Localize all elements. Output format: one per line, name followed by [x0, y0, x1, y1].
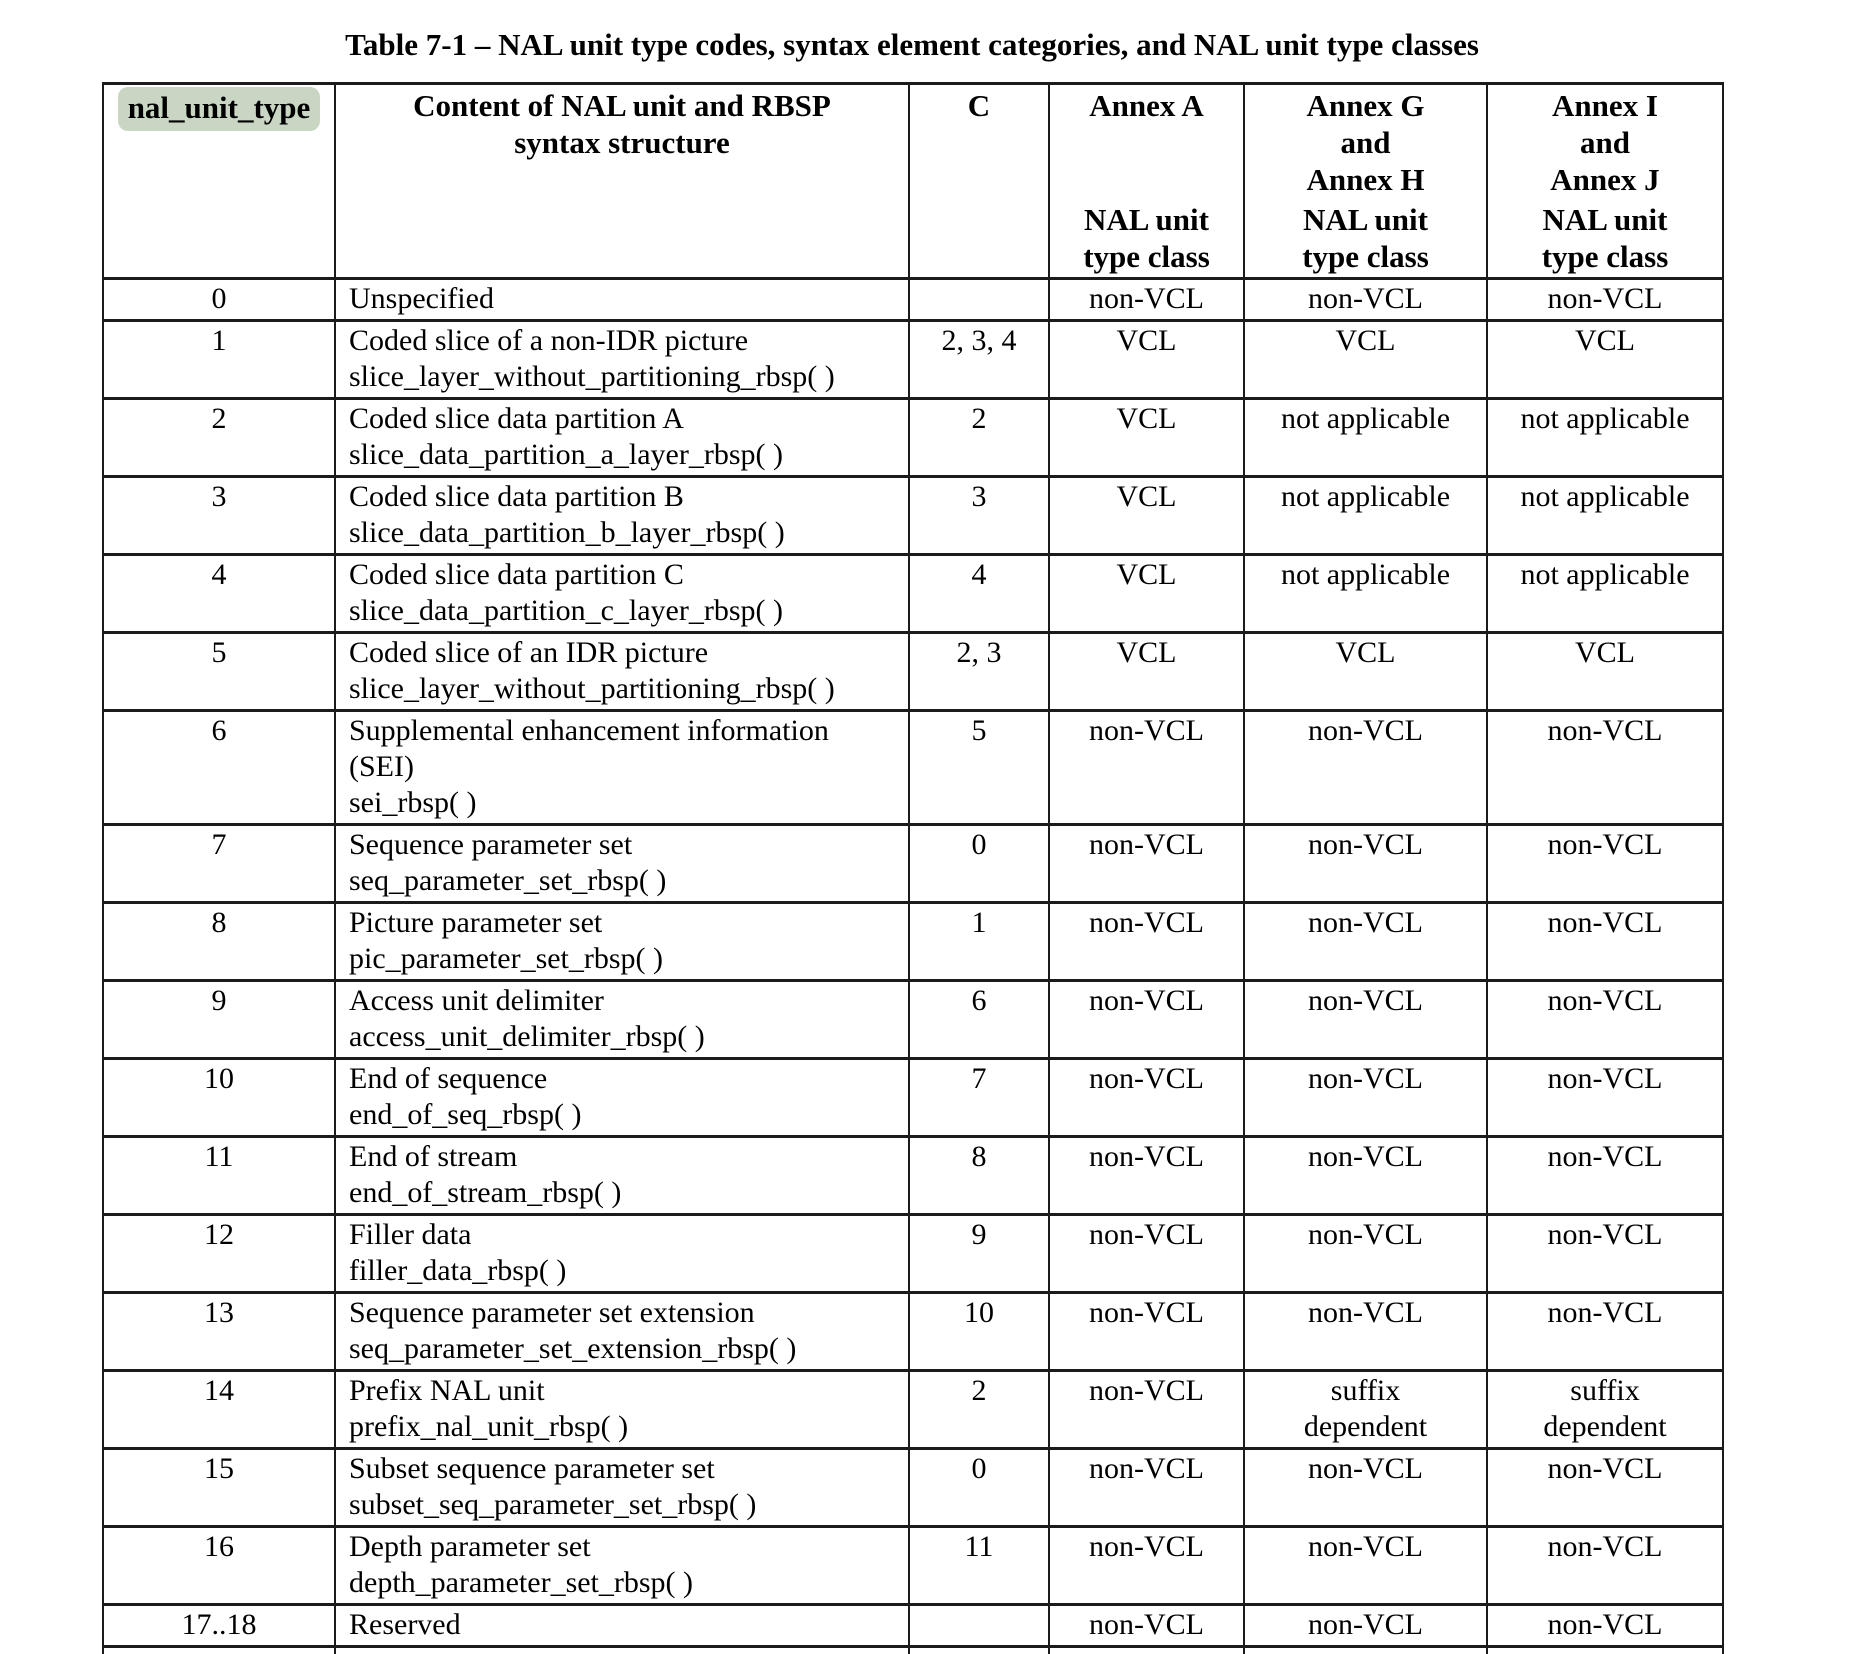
- cell-content: [335, 633, 909, 711]
- cell-c: [909, 399, 1049, 477]
- cell-line: Reserved: [349, 1608, 461, 1641]
- cell-line: non-VCL: [1547, 828, 1663, 861]
- empty-cell: [909, 1647, 1049, 1654]
- cell-content: [335, 321, 909, 399]
- cell-nal-unit-type: [103, 903, 335, 981]
- cell-c: [909, 477, 1049, 555]
- cell-line: 0: [211, 282, 227, 315]
- cell-line: 12: [204, 1218, 234, 1251]
- cell-nal-unit-type: [103, 825, 335, 903]
- cell-line: 7: [211, 828, 227, 861]
- cell-line: 10: [964, 1296, 994, 1329]
- cell-annex-g-h-class: [1244, 981, 1487, 1059]
- cell-line: slice_data_partition_b_layer_rbsp( ): [349, 516, 785, 549]
- cell-c: [909, 1527, 1049, 1605]
- header-annex-g-h: [1244, 84, 1487, 279]
- cell-annex-i-j-class: [1487, 825, 1723, 903]
- cell-c: [909, 711, 1049, 825]
- cell-annex-a-class: [1049, 1137, 1244, 1215]
- table-row-partial: [103, 1647, 1723, 1654]
- cell-content: [335, 555, 909, 633]
- cell-line: non-VCL: [1308, 714, 1423, 747]
- cell-line: 3: [211, 480, 227, 513]
- cell-line: Coded slice of an IDR picture: [349, 636, 709, 669]
- header-nal-unit-type: [103, 84, 335, 279]
- cell-line: Access unit delimiter: [349, 984, 604, 1017]
- cell-line: VCL: [1116, 402, 1177, 435]
- table-row: [103, 711, 1723, 825]
- table-row: [103, 981, 1723, 1059]
- cell-line: non-VCL: [1089, 1608, 1204, 1641]
- cell-line: Sequence parameter set: [349, 828, 633, 861]
- cell-content: [335, 477, 909, 555]
- cell-c: [909, 321, 1049, 399]
- cell-line: 8: [211, 906, 227, 939]
- table-row: [103, 279, 1723, 321]
- cell-annex-i-j-class: [1487, 1059, 1723, 1137]
- cell-line: non-VCL: [1089, 984, 1204, 1017]
- table-row: [103, 1215, 1723, 1293]
- cell-nal-unit-type: [103, 399, 335, 477]
- cell-nal-unit-type: [103, 711, 335, 825]
- cell-c: [909, 555, 1049, 633]
- cell-annex-a-class: [1049, 1371, 1244, 1449]
- cell-line: non-VCL: [1308, 282, 1423, 315]
- cell-annex-a-class: [1049, 633, 1244, 711]
- cell-c: [909, 1215, 1049, 1293]
- cell-line: 15: [204, 1452, 234, 1485]
- cell-annex-i-j-class: [1487, 321, 1723, 399]
- cell-annex-i-j-class: [1487, 1449, 1723, 1527]
- cell-c: [909, 1059, 1049, 1137]
- cell-content: [335, 399, 909, 477]
- cell-line: suffix: [1570, 1374, 1640, 1407]
- table-row: [103, 399, 1723, 477]
- cell-line: 2: [971, 1374, 987, 1407]
- cell-annex-g-h-class: [1244, 321, 1487, 399]
- cell-annex-a-class: [1049, 477, 1244, 555]
- cell-content: [335, 711, 909, 825]
- cell-line: slice_data_partition_c_layer_rbsp( ): [349, 594, 784, 627]
- cell-line: non-VCL: [1308, 1296, 1423, 1329]
- cell-line: 2, 3: [956, 636, 1002, 669]
- cell-line: non-VCL: [1089, 1062, 1204, 1095]
- cell-annex-g-h-class: [1244, 633, 1487, 711]
- cell-content: [335, 1137, 909, 1215]
- cell-line: end_of_stream_rbsp( ): [349, 1176, 622, 1209]
- cell-line: non-VCL: [1308, 1608, 1423, 1641]
- table-header: [103, 84, 1723, 279]
- cell-line: dependent: [1303, 1410, 1428, 1443]
- cell-nal-unit-type: [103, 1293, 335, 1371]
- cell-line: VCL: [1116, 480, 1177, 513]
- cell-line: 9: [971, 1218, 987, 1251]
- cell-line: 9: [211, 984, 227, 1017]
- cell-annex-g-h-class: [1244, 399, 1487, 477]
- cell-annex-i-j-class: [1487, 1371, 1723, 1449]
- cell-line: non-VCL: [1308, 1530, 1423, 1563]
- cell-line: 2, 3, 4: [941, 324, 1017, 357]
- cell-line: 11: [204, 1140, 234, 1173]
- cell-c: [909, 279, 1049, 321]
- cell-c: [909, 1293, 1049, 1371]
- header-annex-a-bottom: NAL unit type class: [1083, 202, 1210, 274]
- cell-content: [335, 1293, 909, 1371]
- cell-line: non-VCL: [1308, 1452, 1423, 1485]
- cell-line: non-VCL: [1308, 828, 1423, 861]
- table-row: [103, 1137, 1723, 1215]
- cell-line: 4: [971, 558, 987, 591]
- table-title: Table 7-1 – NAL unit type codes, syntax element categories, and NAL unit type classes: [345, 27, 1479, 62]
- empty-cell: [103, 1647, 335, 1654]
- cell-line: (SEI): [349, 750, 414, 783]
- cell-annex-i-j-class: [1487, 633, 1723, 711]
- cell-line: 4: [211, 558, 227, 591]
- cell-annex-a-class: [1049, 1605, 1244, 1647]
- cell-line: 1: [211, 324, 227, 357]
- header-content-line: Content of NAL unit and RBSP: [413, 88, 831, 123]
- cell-annex-g-h-class: [1244, 477, 1487, 555]
- cell-content: [335, 279, 909, 321]
- header-c: C: [909, 84, 1049, 279]
- cell-annex-g-h-class: [1244, 1293, 1487, 1371]
- table-row: [103, 1605, 1723, 1647]
- cell-c: [909, 903, 1049, 981]
- cell-line: not applicable: [1280, 480, 1451, 513]
- cell-nal-unit-type: [103, 1371, 335, 1449]
- cell-line: non-VCL: [1089, 282, 1204, 315]
- cell-content: [335, 1215, 909, 1293]
- cell-line: non-VCL: [1547, 1608, 1663, 1641]
- cell-annex-i-j-class: [1487, 1527, 1723, 1605]
- cell-line: non-VCL: [1089, 1218, 1204, 1251]
- cell-annex-a-class: [1049, 903, 1244, 981]
- header-content-line: syntax structure: [514, 125, 730, 160]
- cell-line: non-VCL: [1089, 1452, 1204, 1485]
- cell-line: 10: [204, 1062, 234, 1095]
- cell-annex-g-h-class: [1244, 1449, 1487, 1527]
- cell-line: Picture parameter set: [349, 906, 603, 939]
- cell-line: 0: [971, 1452, 987, 1485]
- cell-line: dependent: [1543, 1410, 1667, 1443]
- cell-nal-unit-type: [103, 555, 335, 633]
- cell-annex-i-j-class: [1487, 903, 1723, 981]
- cell-nal-unit-type: [103, 1605, 335, 1647]
- cell-line: not applicable: [1520, 480, 1690, 513]
- table-body: [103, 279, 1723, 1654]
- cell-line: slice_data_partition_a_layer_rbsp( ): [349, 438, 784, 471]
- table-row: [103, 477, 1723, 555]
- cell-line: VCL: [1575, 636, 1635, 669]
- cell-line: not applicable: [1280, 558, 1451, 591]
- cell-annex-g-h-class: [1244, 279, 1487, 321]
- cell-c: [909, 1605, 1049, 1647]
- cell-line: Unspecified: [349, 282, 494, 315]
- cell-annex-a-class: [1049, 1293, 1244, 1371]
- cell-annex-i-j-class: [1487, 1215, 1723, 1293]
- cell-content: [335, 981, 909, 1059]
- cell-nal-unit-type: [103, 633, 335, 711]
- cell-line: 7: [971, 1062, 987, 1095]
- cell-annex-i-j-class: [1487, 981, 1723, 1059]
- header-annex-i-j-bottom: NAL unit type class: [1541, 202, 1669, 274]
- cell-nal-unit-type: [103, 279, 335, 321]
- cell-line: non-VCL: [1089, 906, 1204, 939]
- cell-nal-unit-type: [103, 1527, 335, 1605]
- cell-c: [909, 1449, 1049, 1527]
- cell-line: prefix_nal_unit_rbsp( ): [349, 1410, 629, 1443]
- cell-line: non-VCL: [1308, 1140, 1423, 1173]
- cell-line: 6: [211, 714, 227, 747]
- cell-annex-a-class: [1049, 1449, 1244, 1527]
- cell-annex-a-class: [1049, 711, 1244, 825]
- cell-content: [335, 903, 909, 981]
- cell-nal-unit-type: [103, 1449, 335, 1527]
- cell-annex-a-class: [1049, 1215, 1244, 1293]
- cell-line: Filler data: [349, 1218, 472, 1251]
- cell-annex-a-class: [1049, 825, 1244, 903]
- cell-content: [335, 1059, 909, 1137]
- cell-line: filler_data_rbsp( ): [349, 1254, 567, 1287]
- cell-annex-i-j-class: [1487, 477, 1723, 555]
- cell-annex-g-h-class: [1244, 1605, 1487, 1647]
- empty-cell: [335, 1647, 909, 1654]
- cell-line: 11: [964, 1530, 994, 1563]
- cell-line: 6: [971, 984, 987, 1017]
- cell-line: non-VCL: [1089, 714, 1204, 747]
- cell-annex-a-class: [1049, 399, 1244, 477]
- cell-line: 16: [204, 1530, 234, 1563]
- cell-line: seq_parameter_set_extension_rbsp( ): [349, 1332, 797, 1365]
- cell-line: end_of_seq_rbsp( ): [349, 1098, 582, 1131]
- cell-line: Coded slice data partition B: [349, 480, 684, 513]
- empty-cell: [1049, 1647, 1244, 1654]
- cell-line: non-VCL: [1547, 1218, 1663, 1251]
- cell-c: [909, 1371, 1049, 1449]
- cell-line: VCL: [1335, 636, 1396, 669]
- cell-line: non-VCL: [1308, 1218, 1423, 1251]
- table-row: [103, 1293, 1723, 1371]
- cell-line: not applicable: [1520, 402, 1690, 435]
- cell-line: not applicable: [1280, 402, 1451, 435]
- cell-annex-g-h-class: [1244, 555, 1487, 633]
- cell-line: 13: [204, 1296, 234, 1329]
- cell-line: suffix: [1330, 1374, 1401, 1407]
- cell-annex-g-h-class: [1244, 1059, 1487, 1137]
- cell-line: non-VCL: [1547, 714, 1663, 747]
- cell-line: subset_seq_parameter_set_rbsp( ): [349, 1488, 757, 1521]
- cell-line: VCL: [1116, 324, 1177, 357]
- cell-line: 5: [971, 714, 987, 747]
- cell-annex-g-h-class: [1244, 1527, 1487, 1605]
- cell-line: Prefix NAL unit: [349, 1374, 545, 1407]
- cell-annex-i-j-class: [1487, 1293, 1723, 1371]
- cell-line: slice_layer_without_partitioning_rbsp( ): [349, 672, 835, 705]
- cell-annex-a-class: [1049, 981, 1244, 1059]
- cell-line: 8: [971, 1140, 987, 1173]
- cell-line: not applicable: [1520, 558, 1690, 591]
- cell-content: [335, 825, 909, 903]
- header-annex-a-top: Annex A: [1089, 88, 1204, 123]
- cell-annex-a-class: [1049, 279, 1244, 321]
- header-annex-i-j-top: Annex I and Annex J: [1550, 88, 1660, 197]
- cell-annex-a-class: [1049, 1059, 1244, 1137]
- cell-line: VCL: [1116, 636, 1177, 669]
- cell-c: [909, 633, 1049, 711]
- cell-line: End of stream: [349, 1140, 518, 1173]
- cell-line: non-VCL: [1547, 1452, 1663, 1485]
- cell-line: 14: [204, 1374, 234, 1407]
- cell-line: non-VCL: [1547, 1296, 1663, 1329]
- cell-annex-i-j-class: [1487, 1137, 1723, 1215]
- cell-line: non-VCL: [1547, 1140, 1663, 1173]
- cell-annex-i-j-class: [1487, 1605, 1723, 1647]
- nal-unit-type-highlight: nal_unit_type: [118, 87, 321, 131]
- cell-nal-unit-type: [103, 477, 335, 555]
- header-annex-g-h-top: Annex G and Annex H: [1306, 88, 1425, 197]
- cell-annex-g-h-class: [1244, 1371, 1487, 1449]
- table-row: [103, 825, 1723, 903]
- cell-line: Sequence parameter set extension: [349, 1296, 755, 1329]
- cell-annex-g-h-class: [1244, 903, 1487, 981]
- cell-annex-i-j-class: [1487, 399, 1723, 477]
- cell-line: Coded slice data partition C: [349, 558, 684, 591]
- cell-annex-g-h-class: [1244, 1215, 1487, 1293]
- cell-line: 0: [971, 828, 987, 861]
- cell-line: non-VCL: [1089, 1140, 1204, 1173]
- cell-annex-i-j-class: [1487, 555, 1723, 633]
- cell-content: [335, 1371, 909, 1449]
- cell-annex-i-j-class: [1487, 279, 1723, 321]
- table-row: [103, 1527, 1723, 1605]
- table-row: [103, 903, 1723, 981]
- cell-line: 2: [211, 402, 227, 435]
- cell-line: slice_layer_without_partitioning_rbsp( ): [349, 360, 835, 393]
- header-annex-a: [1049, 84, 1244, 279]
- header-annex-g-h-bottom: NAL unit type class: [1302, 202, 1429, 274]
- table-row: [103, 321, 1723, 399]
- cell-content: [335, 1449, 909, 1527]
- cell-nal-unit-type: [103, 1059, 335, 1137]
- cell-line: non-VCL: [1089, 1374, 1204, 1407]
- cell-c: [909, 825, 1049, 903]
- cell-line: access_unit_delimiter_rbsp( ): [349, 1020, 705, 1053]
- cell-nal-unit-type: [103, 1137, 335, 1215]
- cell-line: non-VCL: [1547, 282, 1663, 315]
- table-row: [103, 633, 1723, 711]
- cell-nal-unit-type: [103, 981, 335, 1059]
- empty-cell: [1487, 1647, 1723, 1654]
- table-row: [103, 1371, 1723, 1449]
- cell-c: [909, 1137, 1049, 1215]
- cell-line: 2: [971, 402, 987, 435]
- cell-line: sei_rbsp( ): [349, 786, 477, 819]
- header-annex-i-j: [1487, 84, 1723, 279]
- cell-annex-a-class: [1049, 1527, 1244, 1605]
- cell-annex-a-class: [1049, 321, 1244, 399]
- cell-line: non-VCL: [1547, 984, 1663, 1017]
- cell-line: non-VCL: [1547, 1530, 1663, 1563]
- cell-line: pic_parameter_set_rbsp( ): [349, 942, 664, 975]
- cell-line: non-VCL: [1089, 1296, 1204, 1329]
- cell-line: seq_parameter_set_rbsp( ): [349, 864, 667, 897]
- cell-content: [335, 1605, 909, 1647]
- cell-line: non-VCL: [1547, 1062, 1663, 1095]
- cell-line: VCL: [1116, 558, 1177, 591]
- cell-annex-i-j-class: [1487, 711, 1723, 825]
- cell-annex-a-class: [1049, 555, 1244, 633]
- empty-cell: [1244, 1647, 1487, 1654]
- cell-content: [335, 1527, 909, 1605]
- cell-c: [909, 981, 1049, 1059]
- cell-line: 3: [971, 480, 987, 513]
- cell-line: End of sequence: [349, 1062, 548, 1095]
- cell-line: VCL: [1575, 324, 1635, 357]
- cell-line: non-VCL: [1308, 984, 1423, 1017]
- cell-line: VCL: [1335, 324, 1396, 357]
- cell-annex-g-h-class: [1244, 711, 1487, 825]
- table-row: [103, 555, 1723, 633]
- cell-annex-g-h-class: [1244, 1137, 1487, 1215]
- cell-line: Depth parameter set: [349, 1530, 591, 1563]
- cell-line: 5: [211, 636, 227, 669]
- cell-line: non-VCL: [1547, 906, 1663, 939]
- cell-line: Subset sequence parameter set: [349, 1452, 715, 1485]
- cell-line: Coded slice data partition A: [349, 402, 684, 435]
- cell-nal-unit-type: [103, 1215, 335, 1293]
- cell-line: non-VCL: [1308, 906, 1423, 939]
- header-content: [335, 84, 909, 279]
- cell-line: non-VCL: [1308, 1062, 1423, 1095]
- cell-line: Supplemental enhancement information: [349, 714, 829, 747]
- nal-unit-type-table: [102, 82, 1724, 1654]
- cell-line: non-VCL: [1089, 1530, 1204, 1563]
- cell-line: depth_parameter_set_rbsp( ): [349, 1566, 694, 1599]
- cell-line: 1: [971, 906, 987, 939]
- table-row: [103, 1059, 1723, 1137]
- table-row: [103, 1449, 1723, 1527]
- cell-line: non-VCL: [1089, 828, 1204, 861]
- cell-annex-g-h-class: [1244, 825, 1487, 903]
- cell-nal-unit-type: [103, 321, 335, 399]
- cell-line: Coded slice of a non-IDR picture: [349, 324, 749, 357]
- cell-line: 17..18: [181, 1608, 257, 1641]
